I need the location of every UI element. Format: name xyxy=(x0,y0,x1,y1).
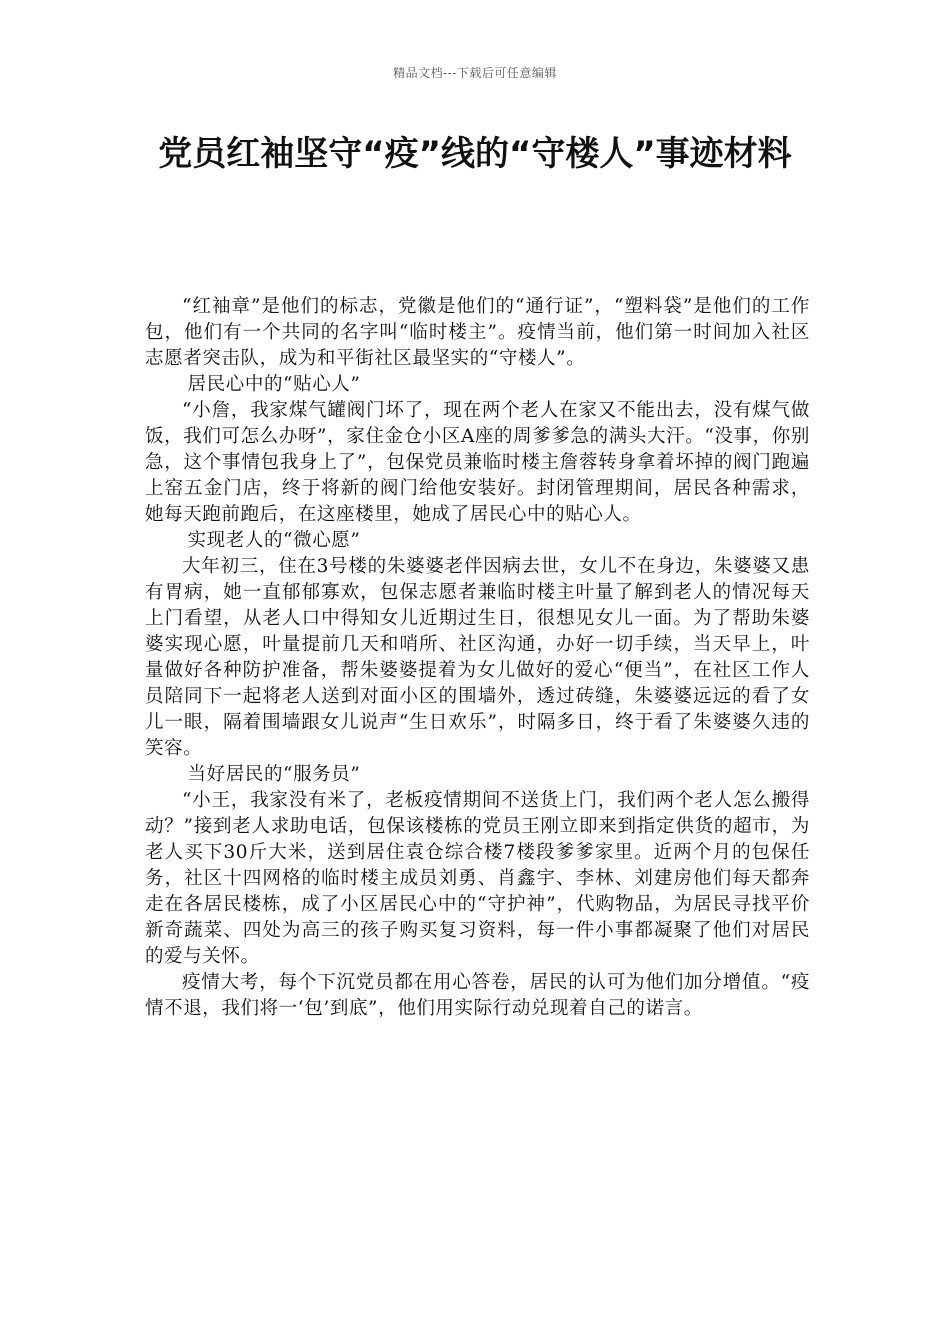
paragraph: 大年初三，住在3号楼的朱婆婆老伴因病去世，女儿不在身边，朱婆婆又患有胃病，她一直郁郁寡欢，包保志愿者兼临时楼主叶量了解到老人的情况每天上门看望，从老人口中得知女儿近期过生日，很想见女儿一面。为了帮助朱婆婆实现心愿，叶量提前几天和哨所、社区沟通，办好一切手续，当天早上，叶量做好各种防护准备，帮朱婆婆提着为女儿做好的爱心“便当”，在社区工作人员陪同下一起将老人送到对面小区的围墙外，透过砖缝，朱婆婆远远的看了女儿一眼，隔着围墙跟女儿说声“生日欢乐”，时隔多日，终于看了朱婆婆久违的笑容。 xyxy=(145,556,810,759)
paragraph: “小王，我家没有米了，老板疫情期间不送货上门，我们两个老人怎么搬得动？”接到老人求助电话，包保该楼栋的党员王刚立即来到指定供货的超市，为老人买下30斤大米，送到居住袁仓综合楼7楼段爹爹家里。近两个月的包保任务，社区十四网格的临时楼主成员刘勇、肖鑫宇、李林、刘建房他们每天都奔走在各居民楼栋，成了小区居民心中的“守护神”，代购物品，为居民寻找平价新奇蔬菜、四处为高三的孩子购买复习资料，每一件小事都凝聚了他们对居民的爱与关怀。 xyxy=(145,790,810,967)
section-heading: 实现老人的“微心愿” xyxy=(187,530,361,551)
document-body xyxy=(145,294,810,1022)
document-title: 党员红袖坚守“疫”线的“守楼人”事迹材料 xyxy=(158,134,792,174)
section-heading: 当好居民的“服务员” xyxy=(187,764,361,785)
paragraph-conclusion: 疫情大考，每个下沉党员都在用心答卷，居民的认可为他们加分增值。“疫情不退，我们将一‘包’到底”，他们用实际行动兑现着自己的诺言。 xyxy=(145,972,810,1019)
paragraph-intro: “红袖章”是他们的标志，党徽是他们的“通行证”，“塑料袋”是他们的工作包，他们有一个共同的名字叫“临时楼主”。疫情当前，他们第一时间加入社区志愿者突击队，成为和平街社区最坚实的“守楼人”。 xyxy=(145,296,810,369)
paragraph: “小詹，我家煤气罐阀门坏了，现在两个老人在家又不能出去，没有煤气做饭，我们可怎么办呀”，家住金仓小区A座的周爹爹急的满头大汗。“没事，你别急，这个事情包我身上了”，包保党员兼临时楼主詹蓉转身拿着坏掉的阀门跑遍上窑五金门店，终于将新的阀门给他安装好。封闭管理期间，居民各种需求，她每天跑前跑后，在这座楼里，她成了居民心中的贴心人。 xyxy=(145,400,810,525)
section-heading: 居民心中的“贴心人” xyxy=(187,374,361,395)
header-note: 精品文档---下载后可任意编辑 xyxy=(393,66,557,80)
